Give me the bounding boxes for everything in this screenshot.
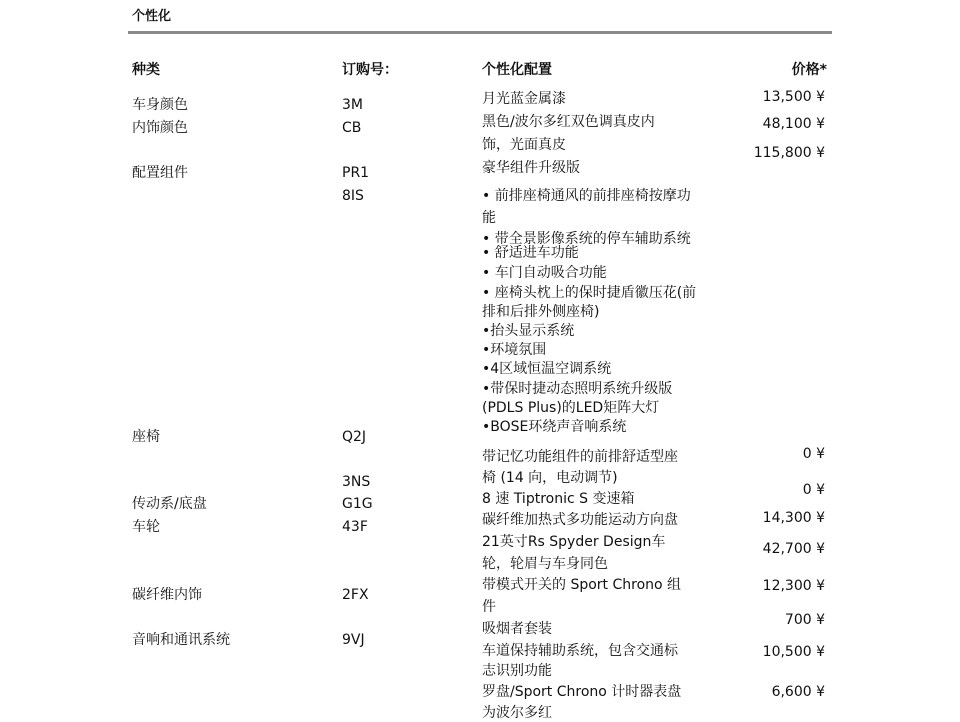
row-config: 带模式开关的 Sport Chrono 组	[482, 577, 682, 593]
row-price: 0 ¥	[802, 446, 825, 462]
row-price: 48,100 ¥	[762, 116, 825, 132]
row-config: 豪华组件升级版	[482, 160, 580, 176]
row-order: 8IS	[342, 188, 364, 204]
row-config: 轮，轮眉与车身同色	[482, 556, 608, 572]
row-price: 12,300 ¥	[762, 578, 825, 594]
row-order: G1G	[342, 496, 373, 512]
bullet-line: •4区域恒温空调系统	[482, 361, 612, 377]
row-config: 8 速 Tiptronic S 变速箱	[482, 491, 635, 507]
row-config: 罗盘/Sport Chrono 计时器表盘	[482, 684, 682, 700]
row-price: 6,600 ¥	[771, 684, 825, 700]
row-config: 饰，光面真皮	[482, 137, 566, 153]
row-type: 内饰颜色	[132, 120, 188, 136]
bullet-line: •BOSE环绕声音响系统	[482, 419, 627, 435]
row-order: 3M	[342, 97, 363, 113]
row-type: 碳纤维内饰	[132, 587, 202, 603]
row-price: 42,700 ¥	[762, 541, 825, 557]
bullet-line: •环境氛围	[482, 342, 547, 358]
bullet-line: 能	[482, 210, 496, 226]
header-config: 个性化配置	[482, 62, 552, 78]
row-config: 带记忆功能组件的前排舒适型座	[482, 449, 678, 465]
row-config: 吸烟者套装	[482, 621, 552, 637]
row-order: CB	[342, 120, 362, 136]
row-order: 9VJ	[342, 632, 365, 648]
row-config: 月光蓝金属漆	[482, 91, 566, 107]
bullet-line: • 车门自动吸合功能	[482, 265, 607, 281]
row-config: 为波尔多红	[482, 705, 552, 721]
row-config: 黑色/波尔多红双色调真皮内	[482, 114, 655, 130]
row-price: 13,500 ¥	[762, 89, 825, 105]
bullet-line: •带保时捷动态照明系统升级版	[482, 381, 673, 397]
row-order: PR1	[342, 165, 370, 181]
row-price: 14,300 ¥	[762, 510, 825, 526]
header-price: 价格*	[791, 62, 827, 78]
row-config: 车道保持辅助系统，包含交通标	[482, 643, 678, 659]
row-order: Q2J	[342, 429, 367, 445]
header-order: 订购号：	[342, 62, 398, 78]
bullet-line: • 带全景影像系统的停车辅助系统	[482, 231, 691, 247]
bullet-line: • 座椅头枕上的保时捷盾徽压花(前	[482, 285, 697, 301]
row-config: 件	[482, 599, 496, 615]
row-price: 10,500 ¥	[762, 644, 825, 660]
row-order: 2FX	[342, 587, 369, 603]
bullet-line: • 舒适进车功能	[482, 245, 579, 261]
row-config: 志识别功能	[482, 663, 552, 679]
row-type: 车身颜色	[132, 97, 188, 113]
bullet-line: • 前排座椅通风的前排座椅按摩功	[482, 188, 691, 204]
row-config: 椅 (14 向，电动调节)	[482, 470, 618, 486]
section-title: 个性化	[132, 9, 172, 24]
bullet-line: 排和后排外侧座椅)	[482, 304, 600, 320]
row-price: 700 ¥	[784, 612, 825, 628]
row-type: 车轮	[132, 519, 160, 535]
row-order: 3NS	[342, 474, 371, 490]
bullet-line: •抬头显示系统	[482, 323, 575, 339]
row-type: 音响和通讯系统	[132, 632, 230, 648]
row-type: 座椅	[132, 429, 160, 445]
row-order: 43F	[342, 519, 368, 535]
header-type: 种类	[132, 62, 160, 78]
row-type: 传动系/底盘	[132, 496, 207, 512]
row-config: 碳纤维加热式多功能运动方向盘	[482, 512, 678, 528]
row-type: 配置组件	[132, 165, 188, 181]
row-config: 21英寸Rs Spyder Design车	[482, 534, 666, 550]
section-rule	[128, 31, 832, 34]
bullet-line: (PDLS Plus)的LED矩阵大灯	[482, 400, 660, 416]
row-price: 0 ¥	[802, 482, 825, 498]
row-price: 115,800 ¥	[753, 145, 825, 161]
